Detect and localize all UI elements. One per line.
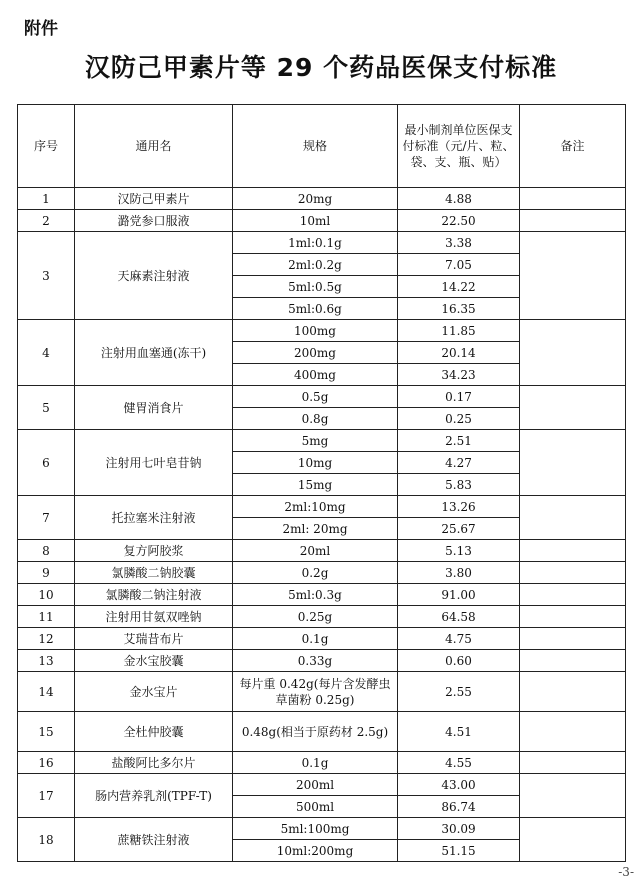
- spec-cell: 5ml:0.6g: [233, 298, 398, 320]
- drug-name: 氯膦酸二钠注射液: [75, 584, 233, 606]
- drug-name: 蔗糖铁注射液: [75, 818, 233, 862]
- row-number: 7: [18, 496, 75, 540]
- price-cell: 7.05: [398, 254, 520, 276]
- row-number: 10: [18, 584, 75, 606]
- page-title: 汉防己甲素片等 29 个药品医保支付标准: [84, 53, 558, 82]
- spec-cell: 400mg: [233, 364, 398, 386]
- spec-cell: 200ml: [233, 774, 398, 796]
- row-number: 1: [18, 188, 75, 210]
- spec-cell: 10mg: [233, 452, 398, 474]
- remark-cell: [520, 540, 626, 562]
- table-row: [18, 712, 626, 752]
- drug-name: 复方阿胶浆: [75, 540, 233, 562]
- remark-cell: [520, 188, 626, 210]
- price-cell: 4.51: [398, 712, 520, 752]
- row-number: 12: [18, 628, 75, 650]
- price-cell: 4.27: [398, 452, 520, 474]
- remark-cell: [520, 752, 626, 774]
- table-row: [18, 774, 626, 796]
- row-number: 4: [18, 320, 75, 386]
- table-row: [18, 540, 626, 562]
- spec-cell: 200mg: [233, 342, 398, 364]
- remark-cell: [520, 562, 626, 584]
- remark-cell: [520, 774, 626, 818]
- spec-cell: 0.48g(相当于原药材 2.5g): [233, 712, 398, 752]
- drug-name: 潞党参口服液: [75, 210, 233, 232]
- spec-cell: 20ml: [233, 540, 398, 562]
- spec-cell: 5ml:0.5g: [233, 276, 398, 298]
- spec-cell: 10ml:200mg: [233, 840, 398, 862]
- row-number: 13: [18, 650, 75, 672]
- drug-name: 天麻素注射液: [75, 232, 233, 320]
- drug-name: 注射用血塞通(冻干): [75, 320, 233, 386]
- price-cell: 14.22: [398, 276, 520, 298]
- remark-cell: [520, 386, 626, 430]
- price-cell: 2.51: [398, 430, 520, 452]
- row-number: 3: [18, 232, 75, 320]
- price-cell: 4.55: [398, 752, 520, 774]
- price-cell: 64.58: [398, 606, 520, 628]
- header-no: 序号: [18, 105, 75, 188]
- spec-cell: 0.1g: [233, 752, 398, 774]
- price-cell: 20.14: [398, 342, 520, 364]
- price-cell: 0.25: [398, 408, 520, 430]
- spec-cell: 5ml:0.3g: [233, 584, 398, 606]
- price-cell: 25.67: [398, 518, 520, 540]
- row-number: 18: [18, 818, 75, 862]
- table-row: [18, 752, 626, 774]
- spec-cell: 15mg: [233, 474, 398, 496]
- price-cell: 43.00: [398, 774, 520, 796]
- row-number: 2: [18, 210, 75, 232]
- spec-cell: 2ml:10mg: [233, 496, 398, 518]
- table-header-row: [18, 105, 626, 188]
- header-remark: 备注: [520, 105, 626, 188]
- row-number: 11: [18, 606, 75, 628]
- spec-cell: 1ml:0.1g: [233, 232, 398, 254]
- drug-name: 金水宝片: [75, 672, 233, 712]
- table-row: [18, 320, 626, 342]
- table-row: [18, 650, 626, 672]
- header-name: 通用名: [75, 105, 233, 188]
- remark-cell: [520, 320, 626, 386]
- remark-cell: [520, 650, 626, 672]
- remark-cell: [520, 584, 626, 606]
- table-row: [18, 818, 626, 840]
- price-cell: 5.13: [398, 540, 520, 562]
- table-row: [18, 210, 626, 232]
- page-number: -3-: [618, 865, 634, 879]
- row-number: 5: [18, 386, 75, 430]
- table-row: [18, 496, 626, 518]
- price-cell: 4.75: [398, 628, 520, 650]
- table-row: [18, 584, 626, 606]
- spec-cell: 10ml: [233, 210, 398, 232]
- table-row: [18, 430, 626, 452]
- price-cell: 0.17: [398, 386, 520, 408]
- price-cell: 16.35: [398, 298, 520, 320]
- spec-cell: 0.8g: [233, 408, 398, 430]
- drug-name: 注射用甘氨双唑钠: [75, 606, 233, 628]
- row-number: 17: [18, 774, 75, 818]
- spec-cell: 5ml:100mg: [233, 818, 398, 840]
- remark-cell: [520, 606, 626, 628]
- drug-name: 金水宝胶囊: [75, 650, 233, 672]
- table-row: [18, 672, 626, 712]
- spec-cell: 2ml: 20mg: [233, 518, 398, 540]
- remark-cell: [520, 496, 626, 540]
- drug-name: 氯膦酸二钠胶囊: [75, 562, 233, 584]
- remark-cell: [520, 818, 626, 862]
- table-row: [18, 606, 626, 628]
- row-number: 15: [18, 712, 75, 752]
- spec-cell: 5mg: [233, 430, 398, 452]
- row-number: 9: [18, 562, 75, 584]
- spec-cell: 2ml:0.2g: [233, 254, 398, 276]
- table-row: [18, 562, 626, 584]
- header-spec: 规格: [233, 105, 398, 188]
- price-cell: 34.23: [398, 364, 520, 386]
- row-number: 16: [18, 752, 75, 774]
- drug-name: 艾瑞昔布片: [75, 628, 233, 650]
- remark-cell: [520, 430, 626, 496]
- row-number: 14: [18, 672, 75, 712]
- drug-name: 托拉塞米注射液: [75, 496, 233, 540]
- price-cell: 5.83: [398, 474, 520, 496]
- price-cell: 30.09: [398, 818, 520, 840]
- attachment-label: 附件: [24, 19, 58, 39]
- drug-name: 健胃消食片: [75, 386, 233, 430]
- row-number: 8: [18, 540, 75, 562]
- drug-name: 肠内营养乳剂(TPF-T): [75, 774, 233, 818]
- spec-cell: 100mg: [233, 320, 398, 342]
- row-number: 6: [18, 430, 75, 496]
- drug-name: 汉防己甲素片: [75, 188, 233, 210]
- drug-name: 注射用七叶皂苷钠: [75, 430, 233, 496]
- remark-cell: [520, 672, 626, 712]
- remark-cell: [520, 628, 626, 650]
- price-cell: 86.74: [398, 796, 520, 818]
- spec-cell: 0.2g: [233, 562, 398, 584]
- price-cell: 91.00: [398, 584, 520, 606]
- price-cell: 51.15: [398, 840, 520, 862]
- price-cell: 13.26: [398, 496, 520, 518]
- table-row: [18, 188, 626, 210]
- spec-cell: 20mg: [233, 188, 398, 210]
- spec-cell: 500ml: [233, 796, 398, 818]
- table-row: [18, 386, 626, 408]
- drug-name: 全杜仲胶囊: [75, 712, 233, 752]
- price-table: [17, 104, 626, 862]
- price-cell: 3.80: [398, 562, 520, 584]
- remark-cell: [520, 232, 626, 320]
- price-cell: 4.88: [398, 188, 520, 210]
- price-cell: 11.85: [398, 320, 520, 342]
- spec-cell: 0.1g: [233, 628, 398, 650]
- spec-cell: 0.33g: [233, 650, 398, 672]
- table-row: [18, 232, 626, 254]
- price-cell: 2.55: [398, 672, 520, 712]
- spec-cell: 0.25g: [233, 606, 398, 628]
- table-row: [18, 628, 626, 650]
- spec-cell: 每片重 0.42g(每片含发酵虫草菌粉 0.25g): [233, 672, 398, 712]
- spec-cell: 0.5g: [233, 386, 398, 408]
- table-body: [18, 188, 626, 862]
- remark-cell: [520, 210, 626, 232]
- drug-name: 盐酸阿比多尔片: [75, 752, 233, 774]
- price-cell: 22.50: [398, 210, 520, 232]
- price-cell: 0.60: [398, 650, 520, 672]
- remark-cell: [520, 712, 626, 752]
- price-cell: 3.38: [398, 232, 520, 254]
- header-price: 最小制剂单位医保支付标准（元/片、粒、袋、支、瓶、贴）: [398, 105, 520, 188]
